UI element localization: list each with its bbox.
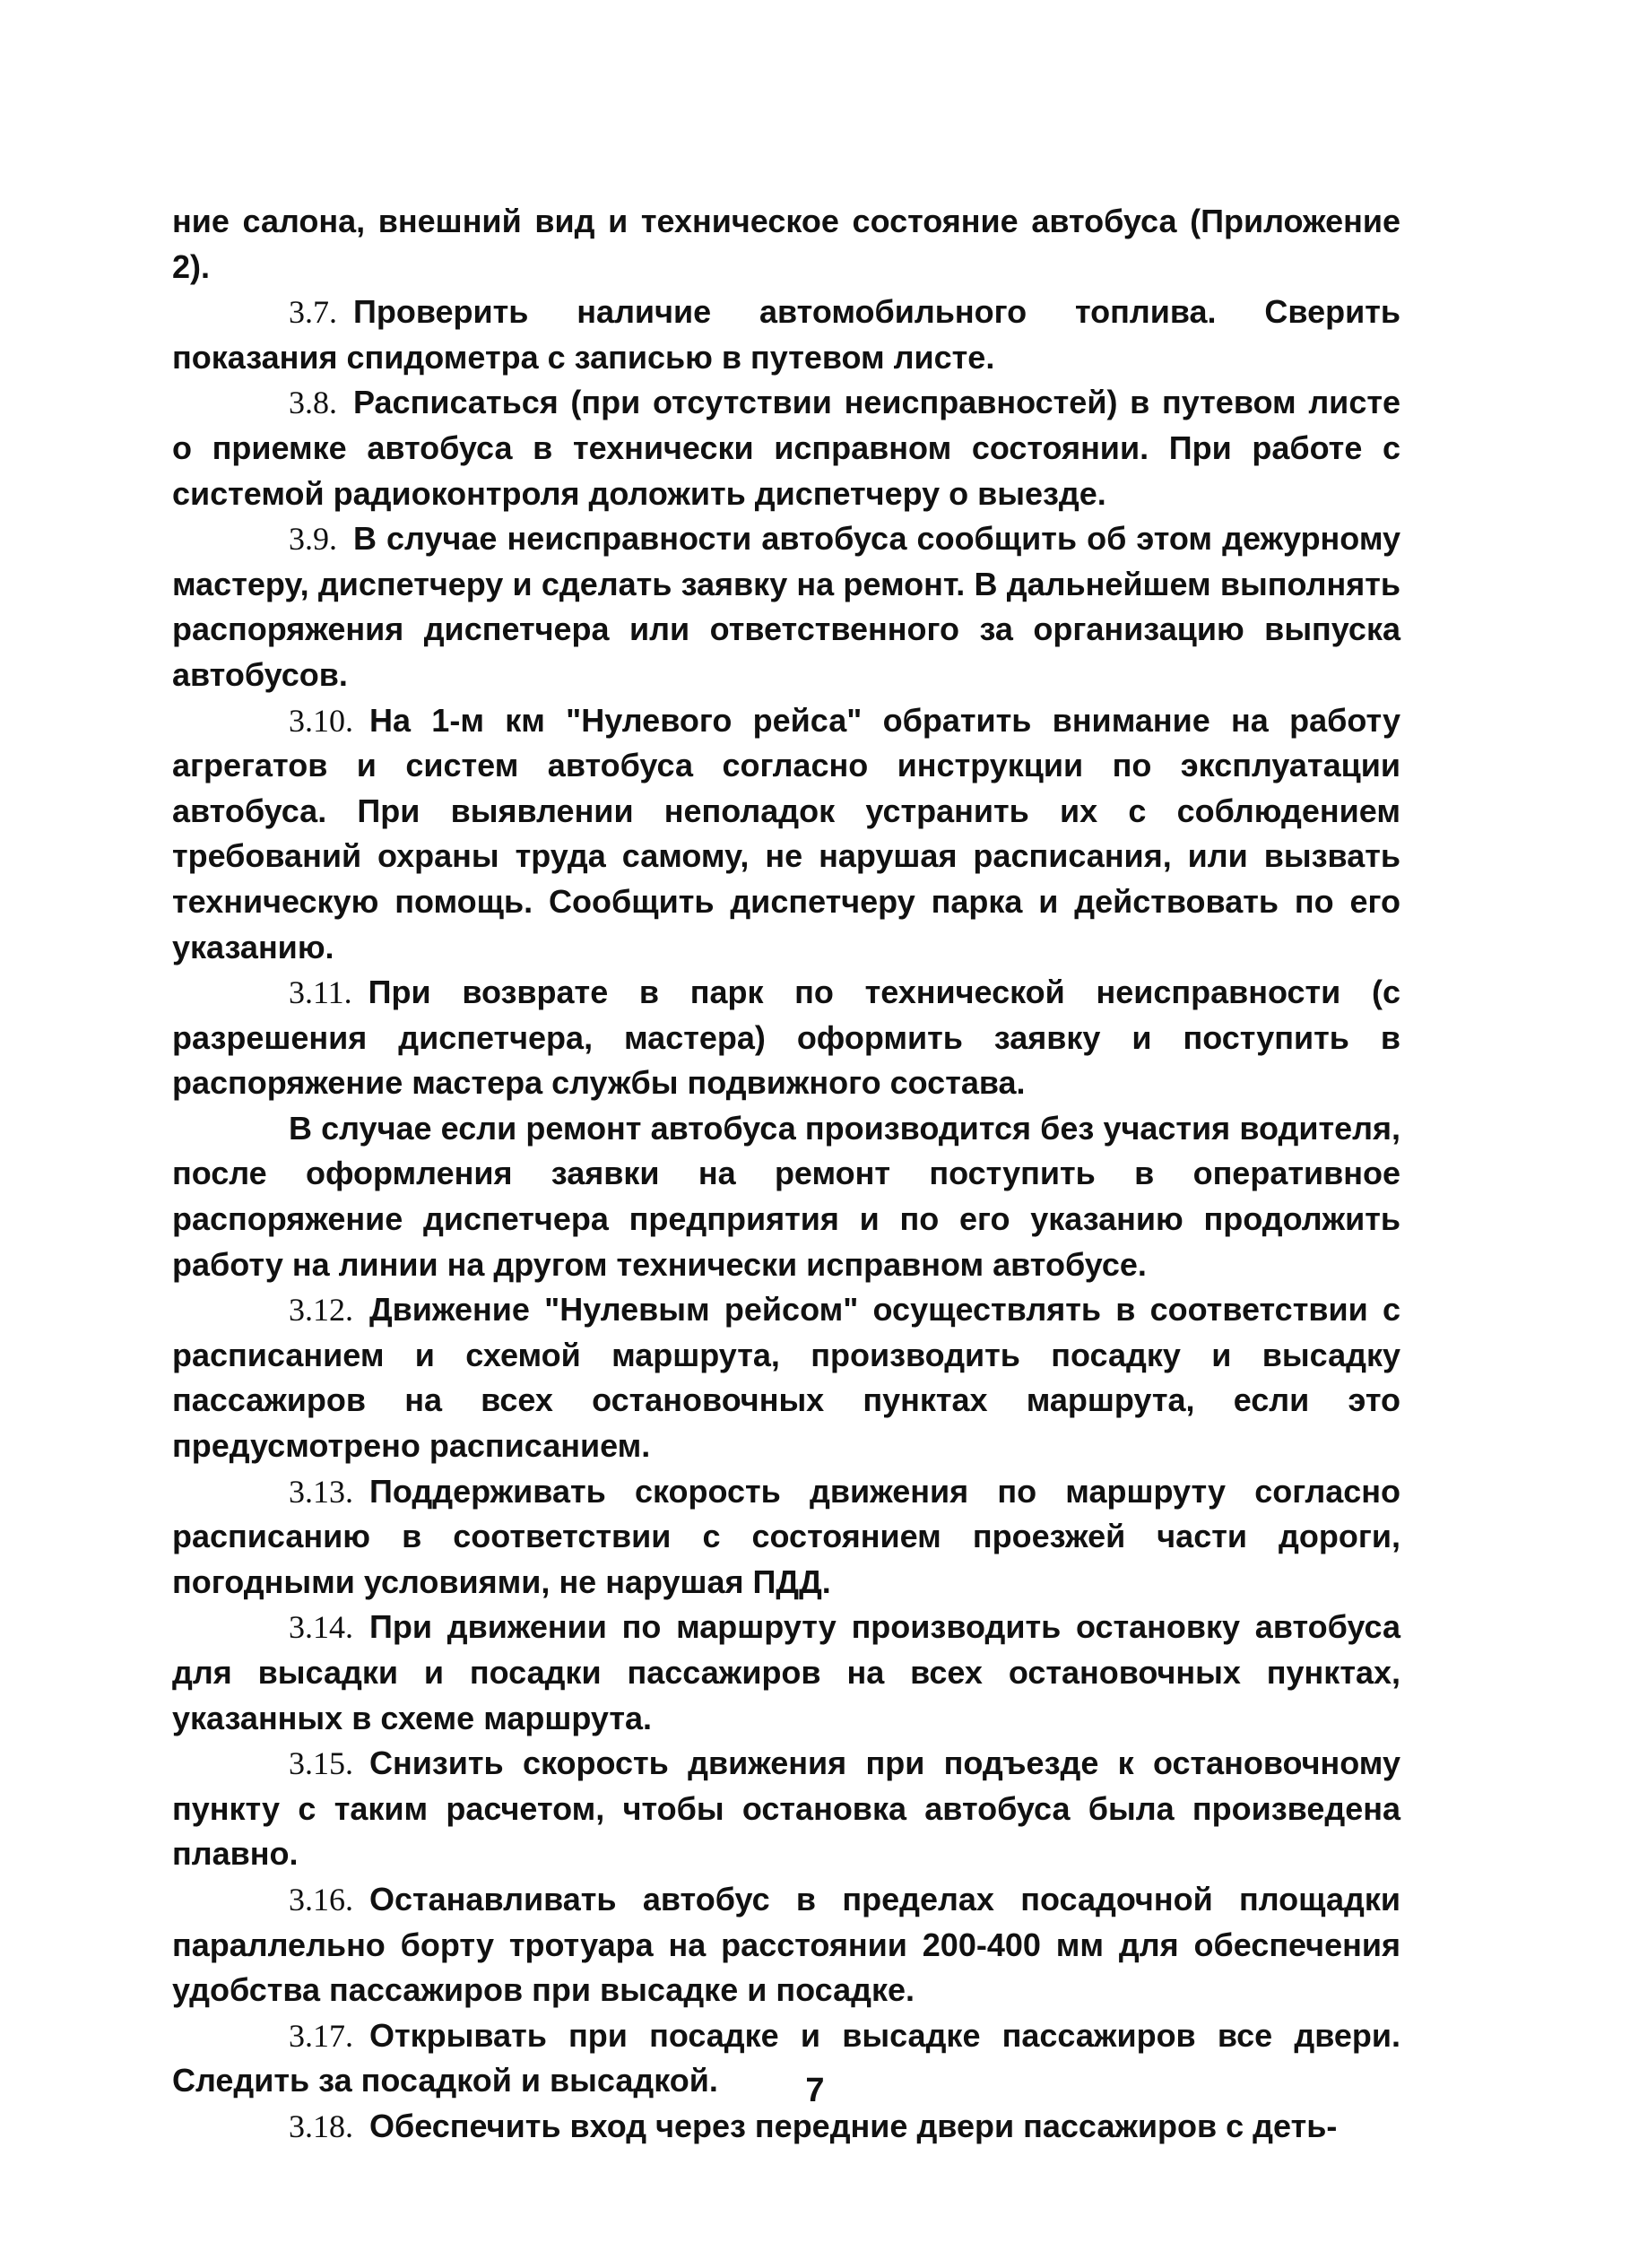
paragraph-text: Обеспечить вход через передние двери пассажиров с деть- xyxy=(369,2107,1338,2144)
paragraph-text: Поддерживать скорость движения по маршруту согласно расписанию в соответствии с состоянием проезжей части дороги, погодными условиями, не нарушая ПДД. xyxy=(172,1472,1400,1600)
paragraph-3-10 xyxy=(172,698,1400,971)
paragraph-text: ние салона, внешний вид и техническое состояние автобуса (Приложение 2). xyxy=(172,203,1400,285)
paragraph-number: 3.8. xyxy=(289,385,337,421)
paragraph-3-14 xyxy=(172,1605,1400,1741)
paragraph-text: Проверить наличие автомобильного топлива. Сверить показания спидометра с записью в путевом листе. xyxy=(172,293,1400,376)
paragraph-number: 3.9. xyxy=(289,521,337,558)
paragraph-number: 3.14. xyxy=(289,1609,353,1646)
paragraph-3-11 xyxy=(172,970,1400,1106)
paragraph-number: 3.15. xyxy=(289,1745,353,1782)
paragraph-3-7 xyxy=(172,290,1400,380)
paragraph-number: 3.11. xyxy=(289,974,352,1011)
paragraph-text: При возврате в парк по технической неисправности (с разрешения диспетчера, мастера) оформить заявку и поступить в распоряжение мастера службы подвижного состава. xyxy=(172,974,1400,1102)
paragraph-number: 3.17. xyxy=(289,2017,353,2054)
paragraph-number: 3.10. xyxy=(289,702,353,739)
paragraph-number: 3.7. xyxy=(289,294,337,331)
paragraph-3-18 xyxy=(172,2104,1400,2150)
paragraph-text: Снизить скорость движения при подъезде к остановочному пункту с таким расчетом, чтобы остановка автобуса была произведена плавно. xyxy=(172,1744,1400,1873)
paragraph-3-11-note xyxy=(172,1106,1400,1287)
paragraph-continuation xyxy=(172,199,1400,290)
paragraph-text: Движение "Нулевым рейсом" осуществлять в соответствии с расписанием и схемой маршрута, производить посадку и высадку пассажиров на всех остановочных пунктах маршрута, если это предусмотрено расписанием. xyxy=(172,1291,1400,1465)
body-text xyxy=(172,199,1400,2150)
page-number: 7 xyxy=(805,2072,825,2109)
paragraph-3-9 xyxy=(172,516,1400,697)
paragraph-3-15 xyxy=(172,1741,1400,1877)
paragraph-text: Останавливать автобус в пределах посадочной площадки параллельно борту тротуара на расстоянии 200-400 мм для обеспечения удобства пассажиров при высадке и посадке. xyxy=(172,1880,1400,2009)
paragraph-3-13 xyxy=(172,1469,1400,1606)
paragraph-text: При движении по маршруту производить остановку автобуса для высадки и посадки пассажиров на всех остановочных пунктах, указанных в схеме маршрута. xyxy=(172,1608,1400,1736)
paragraph-number: 3.16. xyxy=(289,1881,353,1917)
paragraph-text: На 1-м км "Нулевого рейса" обратить внимание на работу агрегатов и систем автобуса согласно инструкции по эксплуатации автобуса. При выявлении неполадок устранить их с соблюдением требований охраны труда самому, не нарушая расписания, или вызвать техническую помощь. Сообщить диспетчеру парка и действовать по его указанию. xyxy=(172,701,1400,965)
paragraph-number: 3.12. xyxy=(289,1292,353,1329)
paragraph-text: В случае если ремонт автобуса производится без участия водителя, после оформления заявки на ремонт поступить в оперативное распоряжение диспетчера предприятия и по его указанию продолжить работу на линии на другом технически исправном автобусе. xyxy=(172,1109,1400,1283)
paragraph-3-16 xyxy=(172,1877,1400,2013)
paragraph-number: 3.18. xyxy=(289,2108,353,2144)
paragraph-number: 3.13. xyxy=(289,1473,353,1510)
paragraph-3-12 xyxy=(172,1287,1400,1468)
paragraph-text: В случае неисправности автобуса сообщить об этом дежурному мастеру, диспетчеру и сделать заявку на ремонт. В дальнейшем выполнять распоряжения диспетчера или ответственного за организацию выпуска автобусов. xyxy=(172,520,1400,693)
paragraph-text: Открывать при посадке и высадке пассажиров все двери. Следить за посадкой и высадкой. xyxy=(172,2016,1400,2099)
paragraph-text: Расписаться (при отсутствии неисправностей) в путевом листе о приемке автобуса в технически исправном состоянии. При работе с системой радиоконтроля доложить диспетчеру о выезде. xyxy=(172,384,1400,512)
paragraph-3-8 xyxy=(172,380,1400,516)
